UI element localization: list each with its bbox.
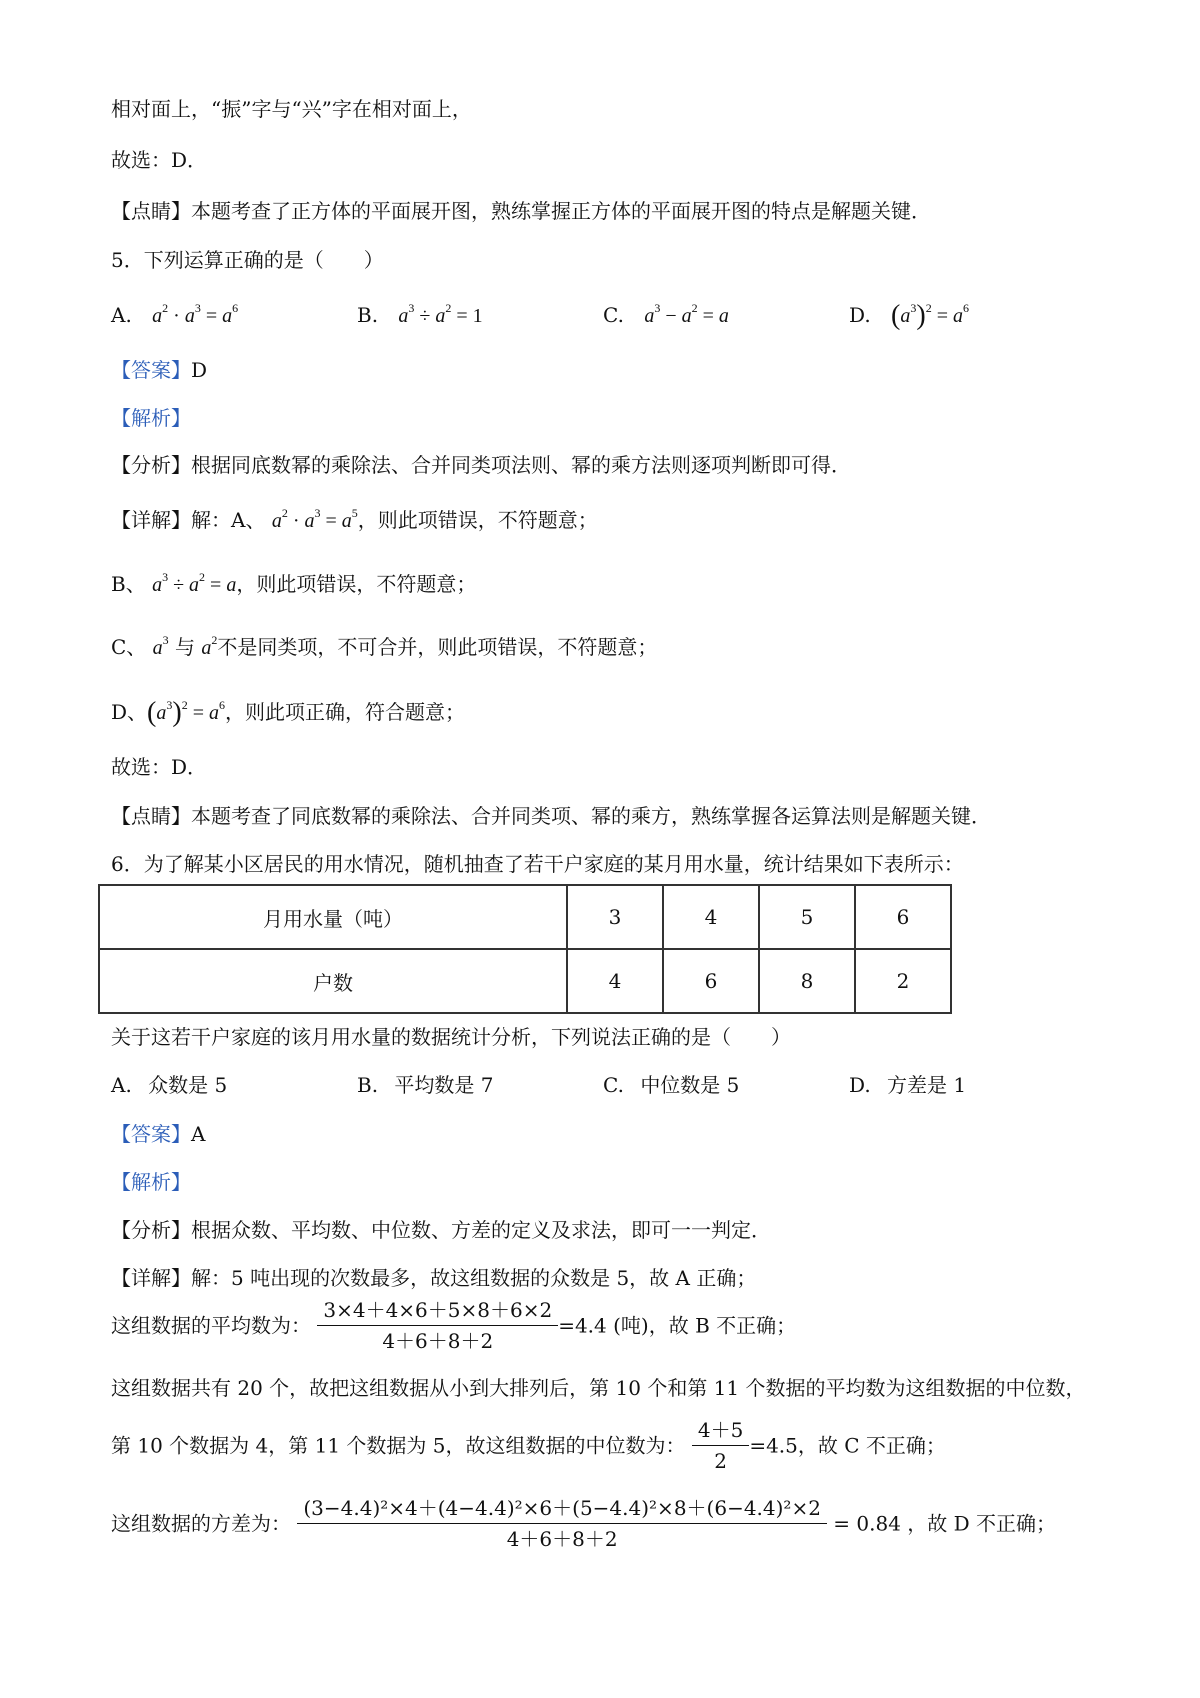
section-tag: 【分析】 xyxy=(111,1218,191,1242)
q5-detail-d xyxy=(111,697,465,728)
text: 解：A、 xyxy=(191,508,266,532)
text: ，则此项错误，不符题意； xyxy=(357,508,598,532)
math-expression: $a^2 \cdot a^3 = a^5$ xyxy=(271,506,358,532)
text: 本题考查了正方体的平面展开图，熟练掌握正方体的平面展开图的特点是解题关键． xyxy=(191,199,931,223)
q5-option-d xyxy=(849,300,969,331)
table-cell: 5 xyxy=(759,885,855,949)
option-text: 平均数是 7 xyxy=(394,1073,494,1097)
text: 与 xyxy=(175,635,196,659)
q5-detail-b xyxy=(111,569,476,600)
text: 根据同底数幂的乘除法、合并同类项法则、幂的乘方法则逐项判断即可得． xyxy=(191,453,851,477)
q6-answer xyxy=(111,1119,205,1149)
q5-detail-a xyxy=(111,505,598,536)
table-row xyxy=(99,949,951,1013)
table-cell: 4 xyxy=(663,885,759,949)
median-fraction xyxy=(692,1420,749,1471)
text: 第 10 个数据为 4，第 11 个数据为 5，故这组数据的中位数为： xyxy=(111,1433,686,1458)
text: ，则此项正确，符合题意； xyxy=(224,700,465,724)
section-tag: 【详解】 xyxy=(111,1266,191,1290)
q6-option-a xyxy=(111,1070,227,1100)
q6-detail-1 xyxy=(111,1263,756,1293)
dianjing-line xyxy=(111,196,931,226)
fraction-denominator: 4＋6＋8＋2 xyxy=(506,1527,618,1551)
table-row xyxy=(99,885,951,949)
section-tag: 【分析】 xyxy=(111,453,191,477)
text: C、 xyxy=(111,635,147,659)
math-expression: $(a^3)^2 = a^6$ xyxy=(147,697,225,728)
section-tag: 【点睛】 xyxy=(111,199,191,223)
option-letter: B. xyxy=(357,303,379,327)
water-usage-table xyxy=(98,884,952,1014)
q5-analysis-tag: 【解析】 xyxy=(111,406,191,430)
q6-option-b xyxy=(357,1070,494,1100)
fraction-numerator: 4＋5 xyxy=(692,1420,749,1446)
math-expression: $a^2$ xyxy=(201,633,218,659)
q6-fenxi xyxy=(111,1215,771,1245)
table-cell: 2 xyxy=(855,949,951,1013)
answer-value: A xyxy=(191,1122,206,1146)
text: =4.4 (吨)，故 B 不正确； xyxy=(558,1313,797,1338)
option-letter: D. xyxy=(849,303,871,327)
text: ，则此项错误，不符题意； xyxy=(236,572,477,596)
answer-value: D xyxy=(191,358,208,382)
q6-median-1: 这组数据共有 20 个，故把这组数据从小到大排列后，第 10 个和第 11 个数据的平均数为这组数据的中位数， xyxy=(111,1376,1086,1400)
option-letter: C. xyxy=(603,1073,624,1097)
answer-tag: 【答案】 xyxy=(111,358,191,382)
q5-detail-c xyxy=(111,632,657,663)
section-tag: 【点睛】 xyxy=(111,804,191,828)
text: 本题考查了同底数幂的乘除法、合并同类项、幂的乘方，熟练掌握各运算法则是解题关键． xyxy=(191,804,991,828)
fraction-denominator: 4＋6＋8＋2 xyxy=(382,1329,494,1353)
option-letter: D. xyxy=(849,1073,871,1097)
fraction-numerator: (3−4.4)²×4＋(4−4.4)²×6＋(5−4.4)²×8＋(6−4.4)²×2 xyxy=(297,1498,827,1524)
table-cell: 6 xyxy=(663,949,759,1013)
text: = 0.84 ，故 D 不正确； xyxy=(833,1511,1057,1536)
q5-dianjing xyxy=(111,801,991,831)
text-line: 故选：D． xyxy=(111,148,208,172)
option-letter: A. xyxy=(111,1073,132,1097)
fraction-denominator: 2 xyxy=(714,1449,727,1473)
q6-question: 关于这若干户家庭的该月用水量的数据统计分析，下列说法正确的是（ ） xyxy=(111,1025,791,1049)
option-letter: B. xyxy=(357,1073,379,1097)
q5-option-a xyxy=(111,300,238,331)
option-letter: C. xyxy=(603,303,624,327)
text-line: 相对面上，“振”字与“兴”字在相对面上， xyxy=(111,97,472,121)
option-expression: $(a^3)^2 = a^6$ xyxy=(891,300,969,331)
text: 根据众数、平均数、中位数、方差的定义及求法，即可一一判定． xyxy=(191,1218,771,1242)
q5-option-b xyxy=(357,300,483,331)
q6-variance xyxy=(111,1498,1056,1549)
q6-median-2 xyxy=(111,1420,946,1471)
option-expression: $a^3 \div a^2 = 1$ xyxy=(398,301,483,327)
text: 这组数据的平均数为： xyxy=(111,1313,311,1338)
option-expression: $a^3 - a^2 = a$ xyxy=(644,301,729,327)
text: 不是同类项，不可合并，则此项错误，不符题意； xyxy=(217,635,658,659)
text: D、 xyxy=(111,700,148,724)
text: B、 xyxy=(111,572,146,596)
text: 解：5 吨出现的次数最多，故这组数据的众数是 5，故 A 正确； xyxy=(191,1266,757,1290)
table-header-cell: 月用水量（吨） xyxy=(99,885,567,949)
fraction-numerator: 3×4＋4×6＋5×8＋6×2 xyxy=(317,1300,558,1326)
table-cell: 8 xyxy=(759,949,855,1013)
variance-fraction xyxy=(297,1498,827,1549)
question-6-stem: 6．为了解某小区居民的用水情况，随机抽查了若干户家庭的某月用水量，统计结果如下表所示： xyxy=(111,852,964,876)
answer-tag: 【答案】 xyxy=(111,1122,191,1146)
option-text: 众数是 5 xyxy=(148,1073,228,1097)
option-text: 中位数是 5 xyxy=(640,1073,740,1097)
text: 这组数据的方差为： xyxy=(111,1511,291,1536)
section-tag: 【详解】 xyxy=(111,508,191,532)
text: =4.5，故 C 不正确； xyxy=(749,1433,946,1458)
question-5-stem: 5．下列运算正确的是（ ） xyxy=(111,248,384,272)
option-expression: $a^2 \cdot a^3 = a^6$ xyxy=(152,301,239,327)
math-expression: $a^3 \div a^2 = a$ xyxy=(152,570,237,596)
q5-fenxi xyxy=(111,450,851,480)
q6-option-d xyxy=(849,1070,966,1100)
q5-answer xyxy=(111,355,207,385)
mean-fraction xyxy=(317,1300,558,1351)
table-header-cell: 户数 xyxy=(99,949,567,1013)
option-letter: A. xyxy=(111,303,132,327)
option-text: 方差是 1 xyxy=(887,1073,967,1097)
table-cell: 3 xyxy=(567,885,663,949)
q6-option-c xyxy=(603,1070,739,1100)
q5-option-c xyxy=(603,300,729,331)
q6-mean xyxy=(111,1300,796,1351)
q6-analysis-tag: 【解析】 xyxy=(111,1170,191,1194)
math-expression: $a^3$ xyxy=(152,633,169,659)
table-cell: 4 xyxy=(567,949,663,1013)
q5-choose: 故选：D． xyxy=(111,755,208,779)
table-cell: 6 xyxy=(855,885,951,949)
